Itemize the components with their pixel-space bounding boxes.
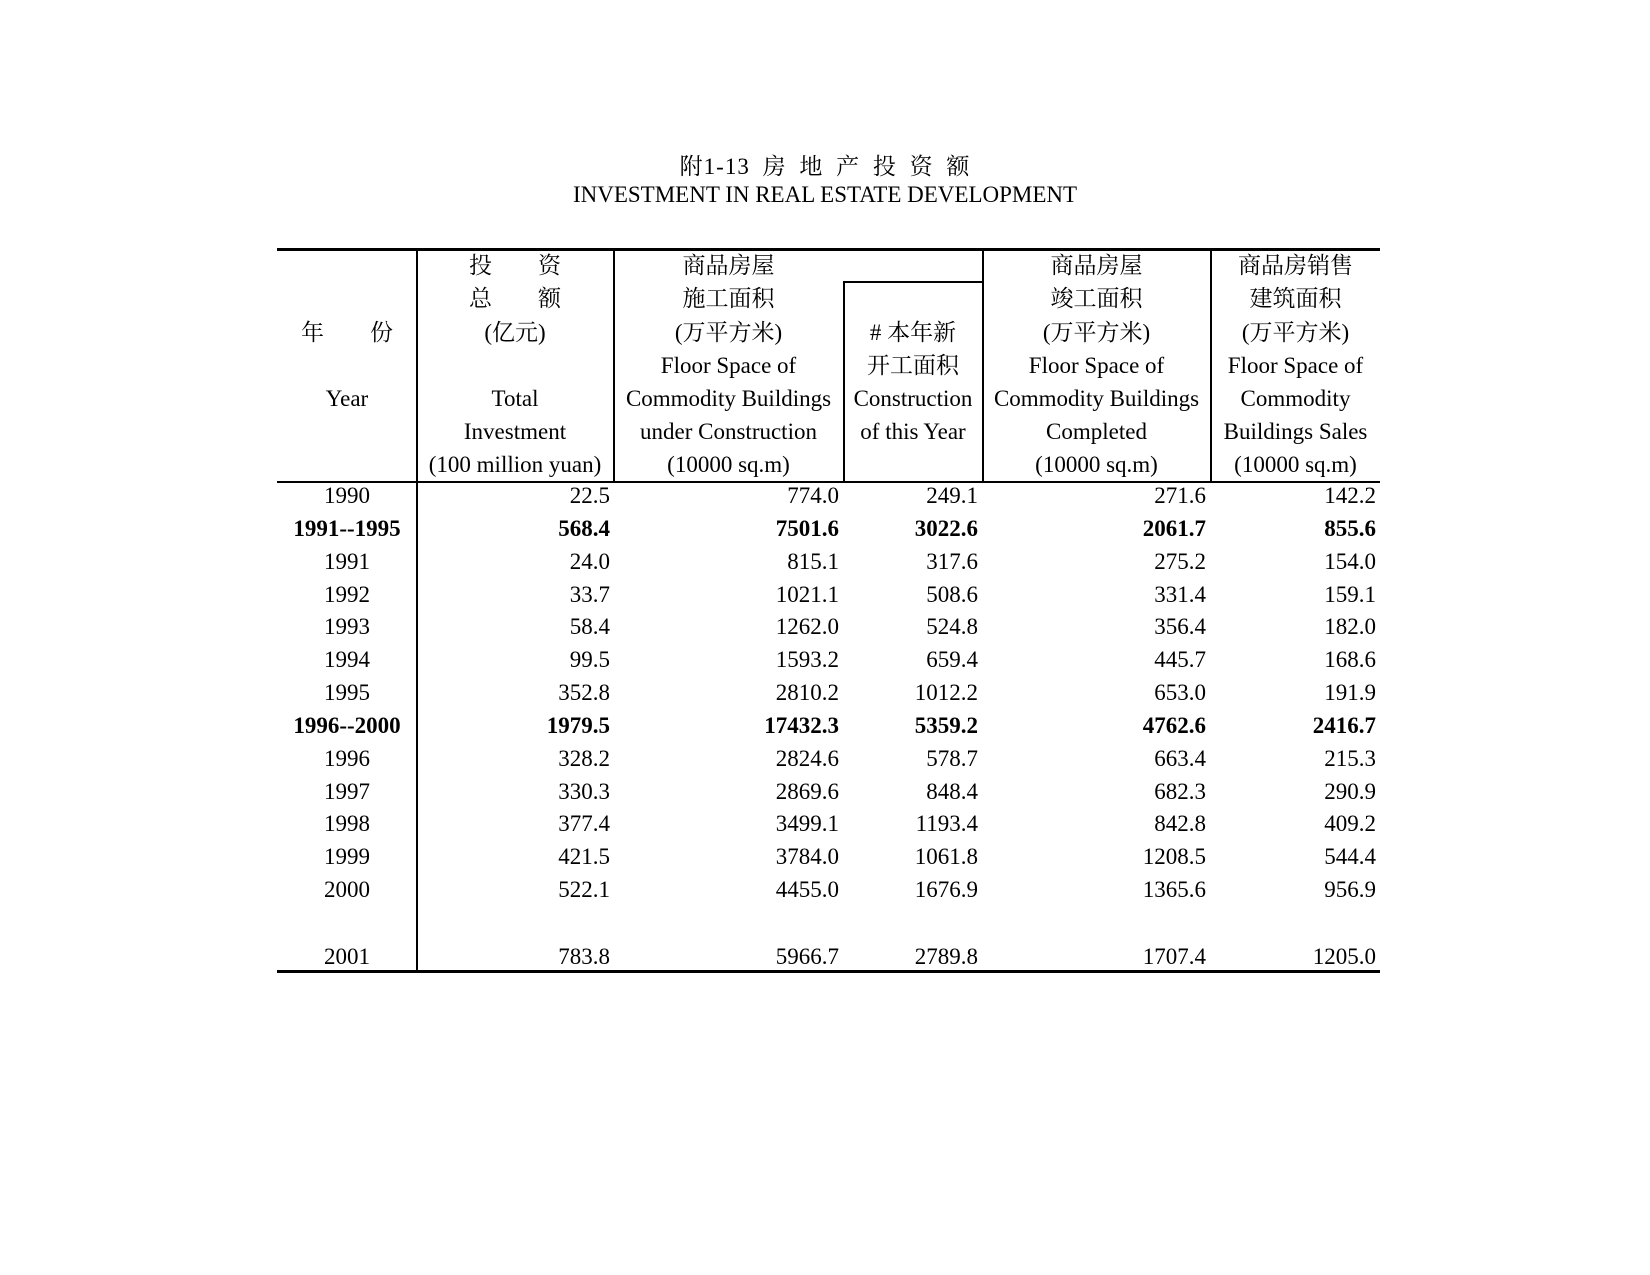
cell-year: 1995 [324, 680, 370, 705]
cell-new-construction: 524.8 [926, 614, 978, 639]
cell-under-construction: 3784.0 [775, 844, 839, 869]
cell-completed: 4762.6 [1142, 713, 1206, 738]
cell-new-construction: 848.4 [926, 779, 978, 804]
cell-under-construction: 1593.2 [775, 647, 839, 672]
cell-investment: 352.8 [558, 680, 610, 705]
header-line: Buildings Sales [1223, 419, 1368, 444]
cell-completed: 2061.7 [1142, 516, 1206, 541]
header-year-en: Year [325, 386, 369, 411]
cell-sales: 2416.7 [1312, 713, 1376, 738]
header-line: under Construction [640, 419, 817, 444]
header-line: Commodity Buildings [625, 386, 832, 411]
header-line: Floor Space of [1227, 353, 1364, 378]
cell-investment: 377.4 [558, 811, 610, 836]
header-line: (万平方米) [1042, 320, 1151, 345]
cell-under-construction: 17432.3 [764, 713, 839, 738]
cell-investment: 24.0 [569, 549, 610, 574]
new-construction-header-top-rule [843, 281, 983, 283]
cell-new-construction: 317.6 [926, 549, 978, 574]
header-line: 竣工面积 [1050, 286, 1143, 311]
cell-investment: 330.3 [558, 779, 610, 804]
table-title-english: INVESTMENT IN REAL ESTATE DEVELOPMENT [572, 182, 1078, 207]
header-line: (亿元) [484, 320, 546, 345]
cell-new-construction: 2789.8 [914, 944, 978, 969]
cell-under-construction: 4455.0 [775, 877, 839, 902]
table-title-chinese: 附1-13 房 地 产 投 资 额 [679, 154, 971, 179]
cell-completed: 663.4 [1154, 746, 1206, 771]
cell-year: 1996--2000 [293, 713, 401, 738]
cell-completed: 682.3 [1154, 779, 1206, 804]
cell-new-construction: 1193.4 [915, 811, 978, 836]
cell-year: 2001 [324, 944, 370, 969]
cell-completed: 1707.4 [1142, 944, 1206, 969]
cell-year: 1998 [324, 811, 370, 836]
cell-sales: 159.1 [1324, 582, 1376, 607]
cell-under-construction: 7501.6 [775, 516, 839, 541]
header-line: 商品房屋 [682, 253, 775, 278]
cell-investment: 58.4 [569, 614, 610, 639]
header-line: Investment [463, 419, 567, 444]
header-line: 开工面积 [867, 353, 959, 378]
cell-sales: 191.9 [1324, 680, 1376, 705]
cell-completed: 271.6 [1154, 483, 1206, 508]
cell-investment: 22.5 [569, 483, 610, 508]
header-line: Construction [853, 386, 973, 411]
cell-new-construction: 659.4 [926, 647, 978, 672]
cell-completed: 356.4 [1154, 614, 1206, 639]
cell-sales: 544.4 [1324, 844, 1376, 869]
cell-completed: 1208.5 [1142, 844, 1206, 869]
cell-new-construction: 1012.2 [914, 680, 978, 705]
cell-year: 1996 [324, 746, 370, 771]
cell-new-construction: 249.1 [926, 483, 978, 508]
cell-investment: 568.4 [558, 516, 610, 541]
cell-under-construction: 1262.0 [775, 614, 839, 639]
cell-investment: 99.5 [569, 647, 610, 672]
cell-year: 1994 [324, 647, 370, 672]
header-line: (万平方米) [1241, 320, 1350, 345]
cell-completed: 842.8 [1154, 811, 1206, 836]
header-line: 总 额 [469, 286, 561, 311]
cell-under-construction: 774.0 [787, 483, 839, 508]
cell-year: 1993 [324, 614, 370, 639]
cell-new-construction: 578.7 [926, 746, 978, 771]
header-line: Commodity [1240, 386, 1351, 411]
cell-year: 1997 [324, 779, 370, 804]
cell-new-construction: 5359.2 [914, 713, 978, 738]
header-line: (100 million yuan) [428, 452, 602, 477]
header-line: (万平方米) [674, 320, 783, 345]
cell-sales: 1205.0 [1312, 944, 1376, 969]
cell-completed: 331.4 [1154, 582, 1206, 607]
cell-investment: 783.8 [558, 944, 610, 969]
cell-under-construction: 1021.1 [775, 582, 839, 607]
cell-sales: 956.9 [1324, 877, 1376, 902]
cell-completed: 445.7 [1154, 647, 1206, 672]
header-line: 商品房销售 [1238, 253, 1353, 278]
cell-completed: 653.0 [1154, 680, 1206, 705]
cell-sales: 855.6 [1324, 516, 1376, 541]
cell-sales: 168.6 [1324, 647, 1376, 672]
header-line: Total [491, 386, 539, 411]
cell-under-construction: 2810.2 [775, 680, 839, 705]
header-year-zh: 年 份 [301, 320, 393, 345]
header-line: (10000 sq.m) [667, 452, 790, 477]
cell-new-construction: 3022.6 [914, 516, 978, 541]
header-line: 商品房屋 [1050, 253, 1143, 278]
header-line: 投 资 [469, 253, 561, 278]
cell-year: 1991--1995 [293, 516, 401, 541]
cell-completed: 1365.6 [1142, 877, 1206, 902]
header-line: Completed [1046, 419, 1147, 444]
header-line: Floor Space of [660, 353, 797, 378]
header-line: 建筑面积 [1249, 286, 1342, 311]
cell-sales: 215.3 [1324, 746, 1376, 771]
cell-new-construction: 508.6 [926, 582, 978, 607]
cell-sales: 154.0 [1324, 549, 1376, 574]
cell-year: 1992 [324, 582, 370, 607]
header-line: # 本年新 [869, 320, 957, 345]
cell-investment: 421.5 [558, 844, 610, 869]
cell-new-construction: 1061.8 [914, 844, 978, 869]
header-line: Floor Space of [1028, 353, 1165, 378]
cell-sales: 142.2 [1324, 483, 1376, 508]
cell-investment: 328.2 [558, 746, 610, 771]
cell-year: 2000 [324, 877, 370, 902]
cell-sales: 182.0 [1324, 614, 1376, 639]
header-line: (10000 sq.m) [1035, 452, 1158, 477]
header-line: Commodity Buildings [993, 386, 1200, 411]
header-line: (10000 sq.m) [1234, 452, 1357, 477]
cell-sales: 290.9 [1324, 779, 1376, 804]
cell-under-construction: 3499.1 [775, 811, 839, 836]
cell-completed: 275.2 [1154, 549, 1206, 574]
cell-under-construction: 815.1 [787, 549, 839, 574]
header-line: of this Year [860, 419, 966, 444]
cell-under-construction: 2824.6 [775, 746, 839, 771]
cell-new-construction: 1676.9 [914, 877, 978, 902]
cell-year: 1991 [324, 549, 370, 574]
cell-investment: 1979.5 [546, 713, 610, 738]
cell-year: 1999 [324, 844, 370, 869]
cell-under-construction: 2869.6 [775, 779, 839, 804]
cell-under-construction: 5966.7 [775, 944, 839, 969]
cell-investment: 33.7 [569, 582, 610, 607]
cell-sales: 409.2 [1324, 811, 1376, 836]
cell-investment: 522.1 [558, 877, 610, 902]
cell-year: 1990 [324, 483, 370, 508]
header-line: 施工面积 [682, 286, 775, 311]
